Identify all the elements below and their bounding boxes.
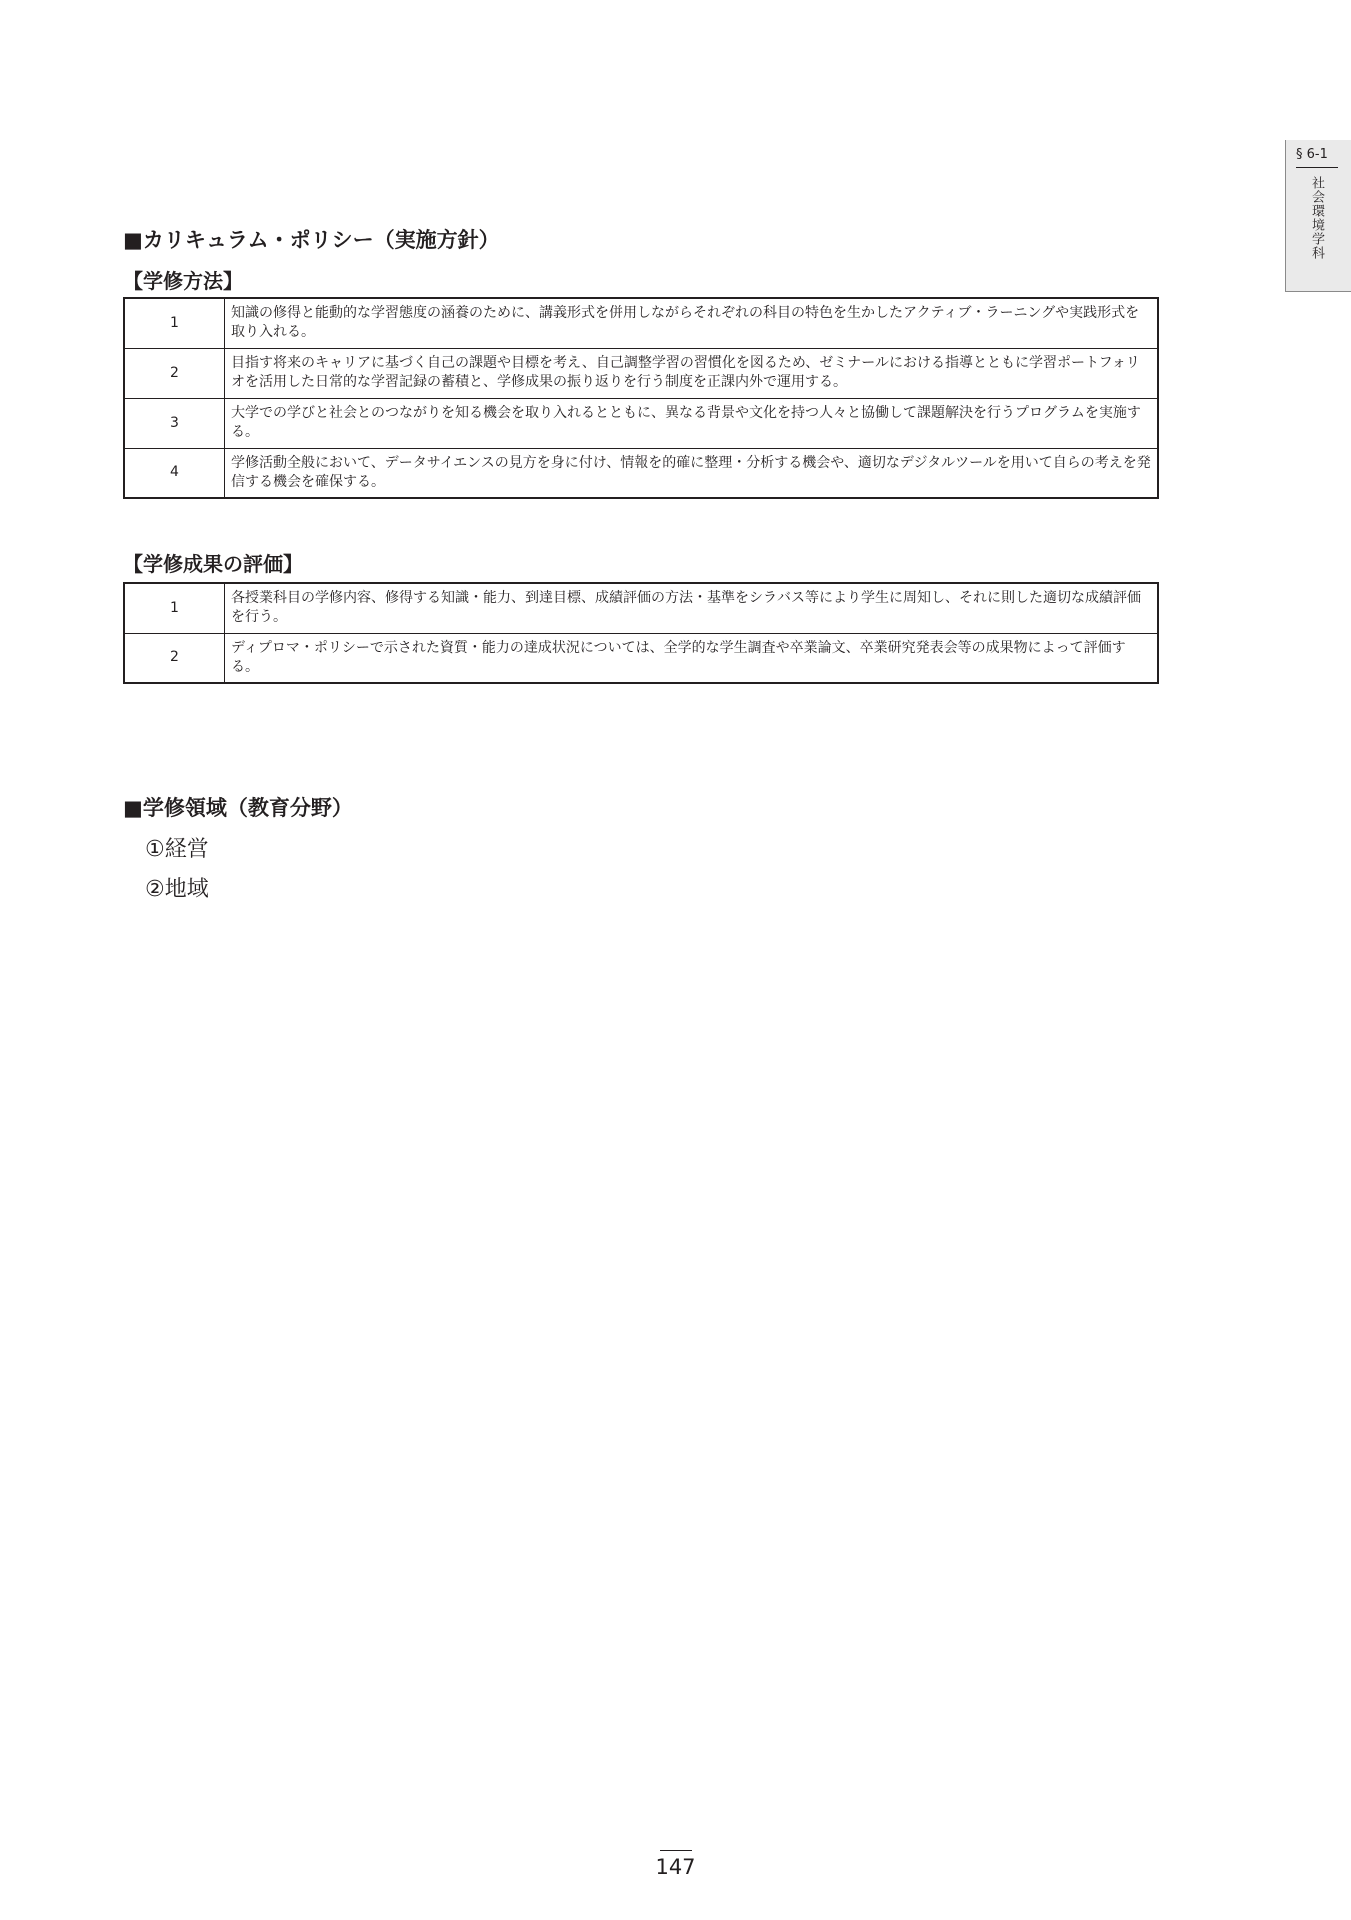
page-number-rule xyxy=(660,1850,692,1851)
row-number: 1 xyxy=(124,298,225,348)
section-side-tab xyxy=(1285,140,1351,292)
department-name: 社会環境学科 xyxy=(1309,176,1324,260)
table-row xyxy=(124,348,1158,398)
row-text: ディプロマ・ポリシーで示された資質・能力の達成状況については、全学的な学生調査や卒業論文、卒業研究発表会等の成果物によって評価する。 xyxy=(225,633,1159,683)
table-row xyxy=(124,398,1158,448)
row-text: 目指す将来のキャリアに基づく自己の課題や目標を考え、自己調整学習の習慣化を図るため、ゼミナールにおける指導とともに学習ポートフォリオを活用した日常的な学習記録の蓄積と、学修成果の振り返りを行う制度を正課内外で運用する。 xyxy=(225,348,1159,398)
row-text: 大学での学びと社会とのつながりを知る機会を取り入れるとともに、異なる背景や文化を持つ人々と協働して課題解決を行うプログラムを実施する。 xyxy=(225,398,1159,448)
row-number: 2 xyxy=(124,348,225,398)
list-item: ②地域 xyxy=(145,877,209,902)
curriculum-policy-heading: ■カリキュラム・ポリシー（実施方針） xyxy=(123,228,500,252)
learning-methods-table xyxy=(123,297,1159,499)
row-number: 2 xyxy=(124,633,225,683)
table-row xyxy=(124,298,1158,348)
list-item: ①経営 xyxy=(145,837,209,862)
evaluation-heading: 【学修成果の評価】 xyxy=(123,552,303,576)
table-row xyxy=(124,583,1158,633)
row-text: 各授業科目の学修内容、修得する知識・能力、到達目標、成績評価の方法・基準をシラバス等により学生に周知し、それに則した適切な成績評価を行う。 xyxy=(225,583,1159,633)
learning-fields-heading: ■学修領域（教育分野） xyxy=(123,796,353,820)
section-number: § 6-1 xyxy=(1296,147,1328,162)
row-number: 1 xyxy=(124,583,225,633)
row-number: 3 xyxy=(124,398,225,448)
evaluation-table xyxy=(123,582,1159,684)
row-text: 知識の修得と能動的な学習態度の涵養のために、講義形式を併用しながらそれぞれの科目の特色を生かしたアクティブ・ラーニングや実践形式を取り入れる。 xyxy=(225,298,1159,348)
section-tab-divider xyxy=(1296,167,1338,168)
table-row xyxy=(124,633,1158,683)
row-text: 学修活動全般において、データサイエンスの見方を身に付け、情報を的確に整理・分析する機会や、適切なデジタルツールを用いて自らの考えを発信する機会を確保する。 xyxy=(225,448,1159,498)
learning-methods-heading: 【学修方法】 xyxy=(123,269,243,293)
row-number: 4 xyxy=(124,448,225,498)
page-number: 147 xyxy=(655,1855,696,1879)
table-row xyxy=(124,448,1158,498)
